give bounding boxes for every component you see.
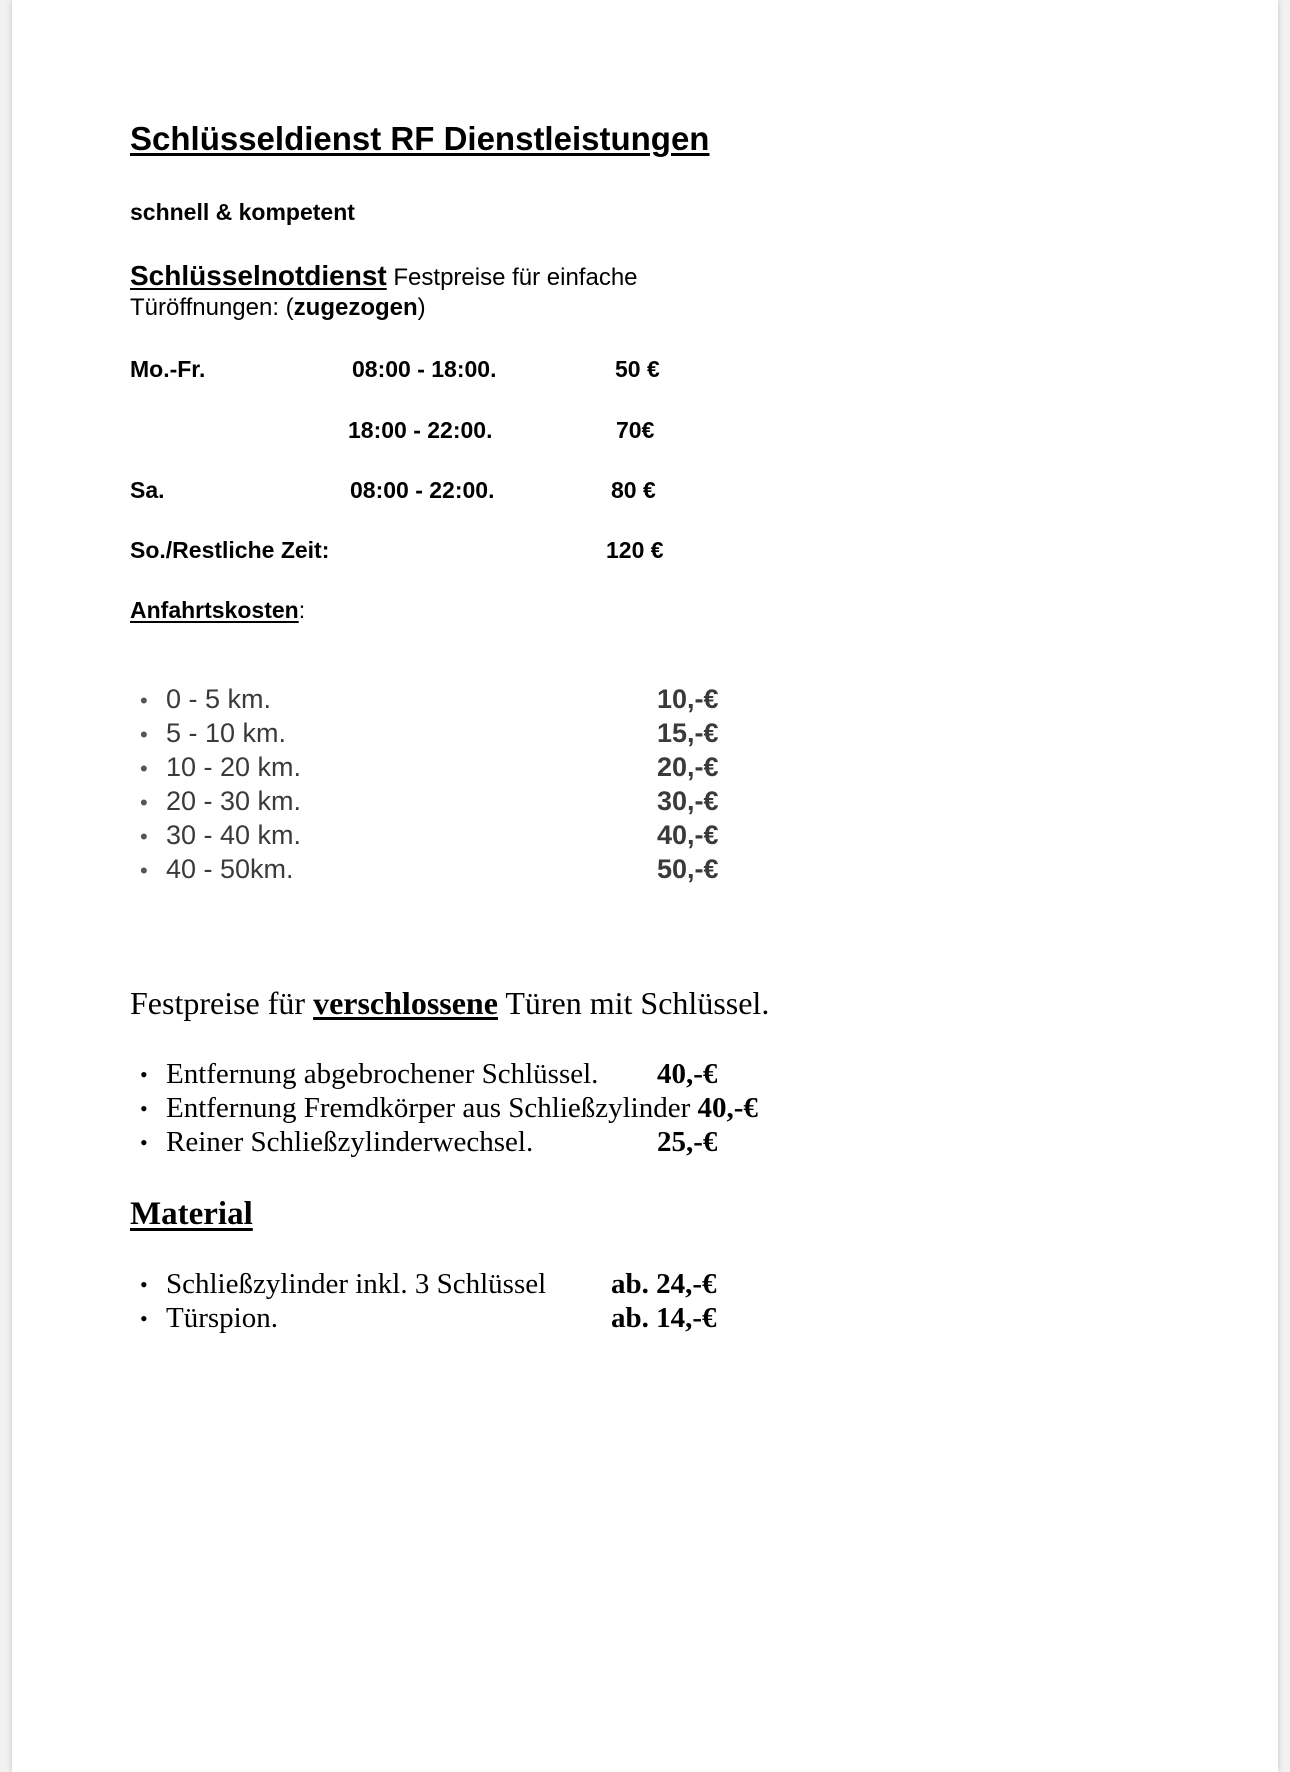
material-price-0: ab. 24,-€ bbox=[611, 1268, 717, 1300]
verschlossen-price-0: 40,-€ bbox=[657, 1058, 718, 1090]
bullet-icon: • bbox=[140, 790, 148, 815]
anfahrt-heading-suffix: : bbox=[298, 597, 306, 623]
bullet-icon: • bbox=[140, 1130, 148, 1155]
anfahrt-heading: Anfahrtskosten bbox=[130, 597, 299, 623]
bullet-icon: • bbox=[140, 688, 148, 713]
verschlossen-item-0: Entfernung abgebrochener Schlüssel. bbox=[166, 1058, 599, 1090]
notdienst-text-3: ) bbox=[417, 294, 426, 321]
verschlossen-item-1 bbox=[166, 1092, 758, 1125]
km-price-1: 15,-€ bbox=[657, 718, 719, 748]
bullet-icon: • bbox=[140, 1272, 148, 1297]
bullet-icon: • bbox=[140, 1062, 148, 1087]
km-range-1: 5 - 10 km. bbox=[166, 718, 287, 748]
subtitle: schnell & kompetent bbox=[130, 199, 355, 225]
notdienst-intro bbox=[130, 261, 638, 323]
notdienst-text-2: Türöffnungen: ( bbox=[130, 294, 294, 321]
bullet-icon: • bbox=[140, 722, 148, 747]
km-price-2: 20,-€ bbox=[657, 752, 719, 782]
hours-price-3: 120 € bbox=[606, 537, 664, 563]
hours-day-0: Mo.-Fr. bbox=[130, 356, 206, 382]
bullet-icon: • bbox=[140, 824, 148, 849]
km-price-0: 10,-€ bbox=[657, 684, 719, 714]
bullet-icon: • bbox=[140, 858, 148, 883]
verschlossen-heading bbox=[130, 985, 769, 1022]
notdienst-emphasis: zugezogen bbox=[293, 294, 418, 321]
material-price-1: ab. 14,-€ bbox=[611, 1302, 717, 1334]
hours-day-2: Sa. bbox=[130, 477, 165, 503]
anfahrt-heading-line bbox=[130, 597, 305, 624]
verschlossen-item-2: Reiner Schließzylinderwechsel. bbox=[166, 1126, 534, 1158]
verschlossen-price-1: 40,-€ bbox=[697, 1092, 758, 1124]
material-item-1: Türspion. bbox=[166, 1302, 278, 1334]
km-price-3: 30,-€ bbox=[657, 786, 719, 816]
notdienst-text-1: Festpreise für einfache bbox=[386, 264, 638, 291]
hours-time-2: 08:00 - 22:00. bbox=[350, 477, 495, 503]
notdienst-heading: Schlüsselnotdienst bbox=[130, 260, 387, 291]
bullet-icon: • bbox=[140, 756, 148, 781]
page-title: Schlüsseldienst RF Dienstleistungen bbox=[130, 120, 710, 157]
hours-price-0: 50 € bbox=[615, 356, 660, 382]
hours-time-0: 08:00 - 18:00. bbox=[352, 356, 497, 382]
hours-price-2: 80 € bbox=[611, 477, 656, 503]
bullet-icon: • bbox=[140, 1096, 148, 1121]
hours-price-1: 70€ bbox=[616, 417, 655, 443]
km-price-5: 50,-€ bbox=[657, 854, 719, 884]
km-range-2: 10 - 20 km. bbox=[166, 752, 302, 782]
hours-day-3: So./Restliche Zeit: bbox=[130, 537, 330, 563]
km-range-3: 20 - 30 km. bbox=[166, 786, 302, 816]
document-page bbox=[12, 0, 1278, 1772]
bullet-icon: • bbox=[140, 1306, 148, 1331]
km-price-4: 40,-€ bbox=[657, 820, 719, 850]
verschlossen-emphasis: verschlossene bbox=[313, 985, 498, 1021]
verschlossen-item-1-label: Entfernung Fremdkörper aus Schließzylinder bbox=[166, 1092, 691, 1124]
verschlossen-suffix: Türen mit Schlüssel. bbox=[497, 985, 770, 1021]
km-range-4: 30 - 40 km. bbox=[166, 820, 302, 850]
km-range-5: 40 - 50km. bbox=[166, 854, 294, 884]
verschlossen-prefix: Festpreise für bbox=[130, 985, 314, 1021]
km-range-0: 0 - 5 km. bbox=[166, 684, 272, 714]
verschlossen-price-2: 25,-€ bbox=[657, 1126, 718, 1158]
hours-time-1: 18:00 - 22:00. bbox=[348, 417, 493, 443]
material-item-0: Schließzylinder inkl. 3 Schlüssel bbox=[166, 1268, 547, 1300]
material-heading: Material bbox=[130, 1196, 253, 1232]
